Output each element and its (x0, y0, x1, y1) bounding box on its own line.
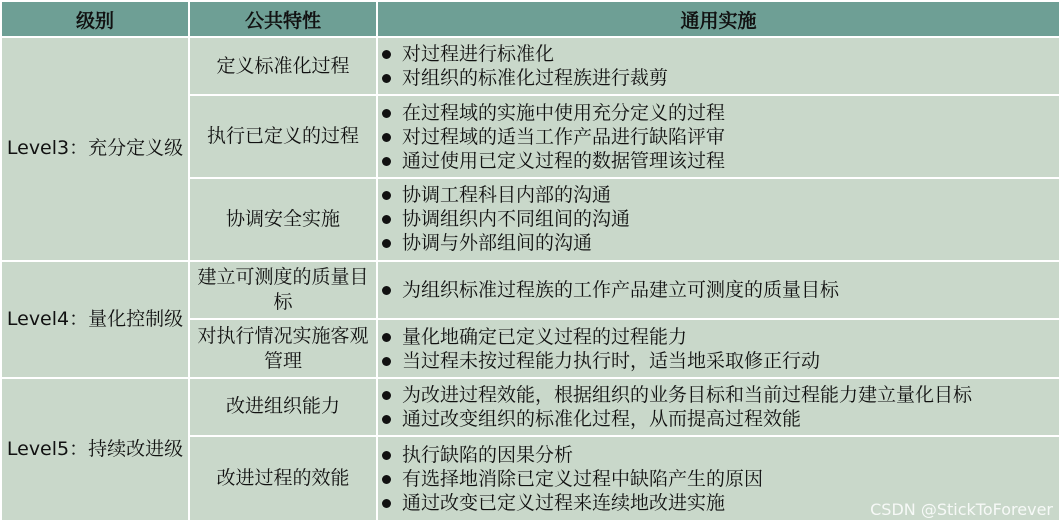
bullet-icon (382, 215, 391, 224)
practice-text: 量化地确定已定义过程的过程能力 (402, 325, 688, 348)
list-item (378, 125, 1059, 149)
list-item (378, 149, 1059, 173)
practice-text: 执行缺陷的因果分析 (402, 443, 574, 466)
list-item (378, 467, 1059, 491)
list-item (378, 325, 1059, 349)
header-row (1, 1, 1059, 37)
bullet-icon (382, 109, 391, 118)
feature-cell: 定义标准化过程 (189, 37, 377, 95)
level-cell: Level3：充分定义级 (1, 37, 189, 261)
practices-cell (377, 37, 1059, 95)
bullet-icon (382, 357, 391, 366)
bullet-icon (382, 286, 391, 295)
header-generic-practice: 通用实施 (377, 1, 1059, 37)
level-cell: Level5：持续改进级 (1, 378, 189, 521)
table-row (1, 37, 1059, 95)
bullet-icon (382, 415, 391, 424)
bullet-icon (382, 133, 391, 142)
bullet-icon (382, 451, 391, 460)
practice-text: 为改进过程效能，根据组织的业务目标和当前过程能力建立量化目标 (402, 383, 973, 406)
list-item (378, 407, 1059, 431)
feature-cell: 建立可测度的质量目标 (189, 261, 377, 319)
practice-text: 对过程进行标准化 (402, 43, 555, 66)
practice-text: 对组织的标准化过程族进行裁剪 (402, 67, 669, 90)
bullet-icon (382, 333, 391, 342)
list-item (378, 383, 1059, 407)
practice-text: 对过程域的适当工作产品进行缺陷评审 (402, 125, 726, 148)
practices-cell (377, 261, 1059, 319)
list-item (378, 443, 1059, 467)
feature-cell: 改进组织能力 (189, 378, 377, 436)
bullet-icon (382, 157, 391, 166)
list-item (378, 278, 1059, 302)
table-row (1, 261, 1059, 319)
table-row (1, 378, 1059, 436)
practices-cell (377, 319, 1059, 377)
header-common-feature: 公共特性 (189, 1, 377, 37)
list-item (378, 349, 1059, 373)
bullet-icon (382, 239, 391, 248)
practice-text: 协调工程科目内部的沟通 (402, 184, 612, 207)
bullet-icon (382, 191, 391, 200)
bullet-icon (382, 74, 391, 83)
feature-cell: 执行已定义的过程 (189, 95, 377, 178)
practice-text: 为组织标准过程族的工作产品建立可测度的质量目标 (402, 279, 840, 302)
list-item (378, 101, 1059, 125)
feature-cell: 对执行情况实施客观管理 (189, 319, 377, 377)
practice-text: 通过改变组织的标准化过程，从而提高过程效能 (402, 407, 802, 430)
practices-cell (377, 95, 1059, 178)
bullet-icon (382, 391, 391, 400)
practices-cell (377, 178, 1059, 261)
practice-text: 在过程域的实施中使用充分定义的过程 (402, 101, 726, 124)
feature-cell: 改进过程的效能 (189, 436, 377, 521)
list-item (378, 207, 1059, 231)
practice-text: 协调组织内不同组间的沟通 (402, 208, 631, 231)
list-item (378, 66, 1059, 90)
practice-text: 通过使用已定义过程的数据管理该过程 (402, 149, 726, 172)
level-cell: Level4：量化控制级 (1, 261, 189, 378)
list-item (378, 183, 1059, 207)
practice-text: 通过改变已定义过程来连续地改进实施 (402, 491, 726, 514)
practices-cell (377, 378, 1059, 436)
header-level: 级别 (1, 1, 189, 37)
feature-cell: 协调安全实施 (189, 178, 377, 261)
practice-text: 当过程未按过程能力执行时，适当地采取修正行动 (402, 349, 821, 372)
watermark: CSDN @StickToForever (870, 500, 1053, 519)
list-item (378, 42, 1059, 66)
bullet-icon (382, 50, 391, 59)
practice-text: 协调与外部组间的沟通 (402, 232, 593, 255)
bullet-icon (382, 499, 391, 508)
practice-text: 有选择地消除已定义过程中缺陷产生的原因 (402, 467, 764, 490)
bullet-icon (382, 475, 391, 484)
list-item (378, 231, 1059, 255)
